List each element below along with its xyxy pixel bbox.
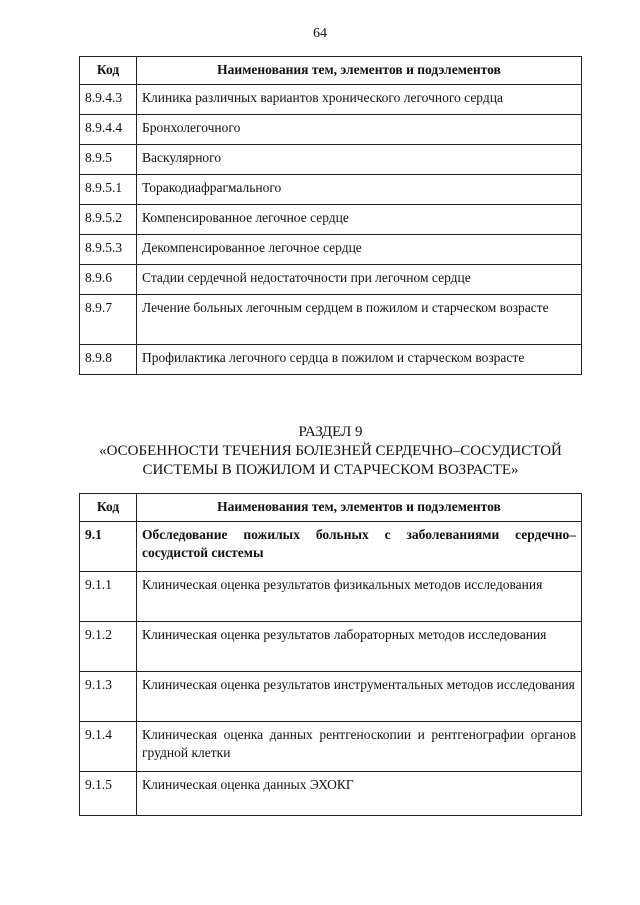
row-code: 9.1.3 (80, 672, 137, 722)
column-header-code: Код (80, 494, 137, 522)
row-name: Бронхолегочного (137, 115, 582, 145)
row-name: Клиническая оценка данных рентгеноскопии и рентгенографии органов грудной клетки (137, 722, 582, 772)
table-row (80, 205, 582, 235)
table-header-row (80, 494, 582, 522)
table-row (80, 85, 582, 115)
topics-table-section-8 (79, 56, 582, 375)
section-title-line-1: «ОСОБЕННОСТИ ТЕЧЕНИЯ БОЛЕЗНЕЙ СЕРДЕЧНО–СОСУДИСТОЙ (99, 443, 562, 459)
row-code: 8.9.5.2 (80, 205, 137, 235)
table-row (80, 522, 582, 572)
row-name: Клиническая оценка результатов лабораторных методов исследования (137, 622, 582, 672)
row-name: Клиническая оценка результатов физикальных методов исследования (137, 572, 582, 622)
row-code: 8.9.4.4 (80, 115, 137, 145)
table-row (80, 265, 582, 295)
table-row (80, 235, 582, 265)
table-row (80, 772, 582, 816)
row-name: Васкулярного (137, 145, 582, 175)
row-name: Клиника различных вариантов хронического легочного сердца (137, 85, 582, 115)
table-row (80, 572, 582, 622)
page-number: 64 (313, 26, 327, 41)
row-code: 8.9.8 (80, 345, 137, 375)
table-row (80, 722, 582, 772)
row-name: Торакодиафрагмального (137, 175, 582, 205)
row-code: 8.9.7 (80, 295, 137, 345)
row-name: Лечение больных легочным сердцем в пожилом и старческом возрасте (137, 295, 582, 345)
table-row (80, 175, 582, 205)
column-header-code: Код (80, 57, 137, 85)
row-name: Профилактика легочного сердца в пожилом и старческом возрасте (137, 345, 582, 375)
row-code: 8.9.4.3 (80, 85, 137, 115)
section-label: РАЗДЕЛ 9 (298, 424, 363, 440)
topics-table-section-9 (79, 493, 582, 816)
row-code: 9.1.1 (80, 572, 137, 622)
section-heading (79, 423, 582, 480)
row-code: 9.1 (80, 522, 137, 572)
table-row (80, 145, 582, 175)
table-row (80, 672, 582, 722)
row-code: 8.9.6 (80, 265, 137, 295)
table-row (80, 345, 582, 375)
row-name: Компенсированное легочное сердце (137, 205, 582, 235)
table-row (80, 622, 582, 672)
row-name: Обследование пожилых больных с заболеваниями сердечно–сосудистой системы (137, 522, 582, 572)
row-code: 9.1.2 (80, 622, 137, 672)
row-name: Декомпенсированное легочное сердце (137, 235, 582, 265)
column-header-name: Наименования тем, элементов и подэлементов (137, 57, 582, 85)
row-code: 9.1.4 (80, 722, 137, 772)
row-code: 8.9.5 (80, 145, 137, 175)
row-code: 9.1.5 (80, 772, 137, 816)
row-code: 8.9.5.3 (80, 235, 137, 265)
section-title-line-2: СИСТЕМЫ В ПОЖИЛОМ И СТАРЧЕСКОМ ВОЗРАСТЕ» (142, 462, 519, 478)
row-name: Клиническая оценка результатов инструментальных методов исследования (137, 672, 582, 722)
row-name: Клиническая оценка данных ЭХОКГ (137, 772, 582, 816)
table-row (80, 115, 582, 145)
table-header-row (80, 57, 582, 85)
table-row (80, 295, 582, 345)
row-code: 8.9.5.1 (80, 175, 137, 205)
row-name: Стадии сердечной недостаточности при легочном сердце (137, 265, 582, 295)
column-header-name: Наименования тем, элементов и подэлементов (137, 494, 582, 522)
